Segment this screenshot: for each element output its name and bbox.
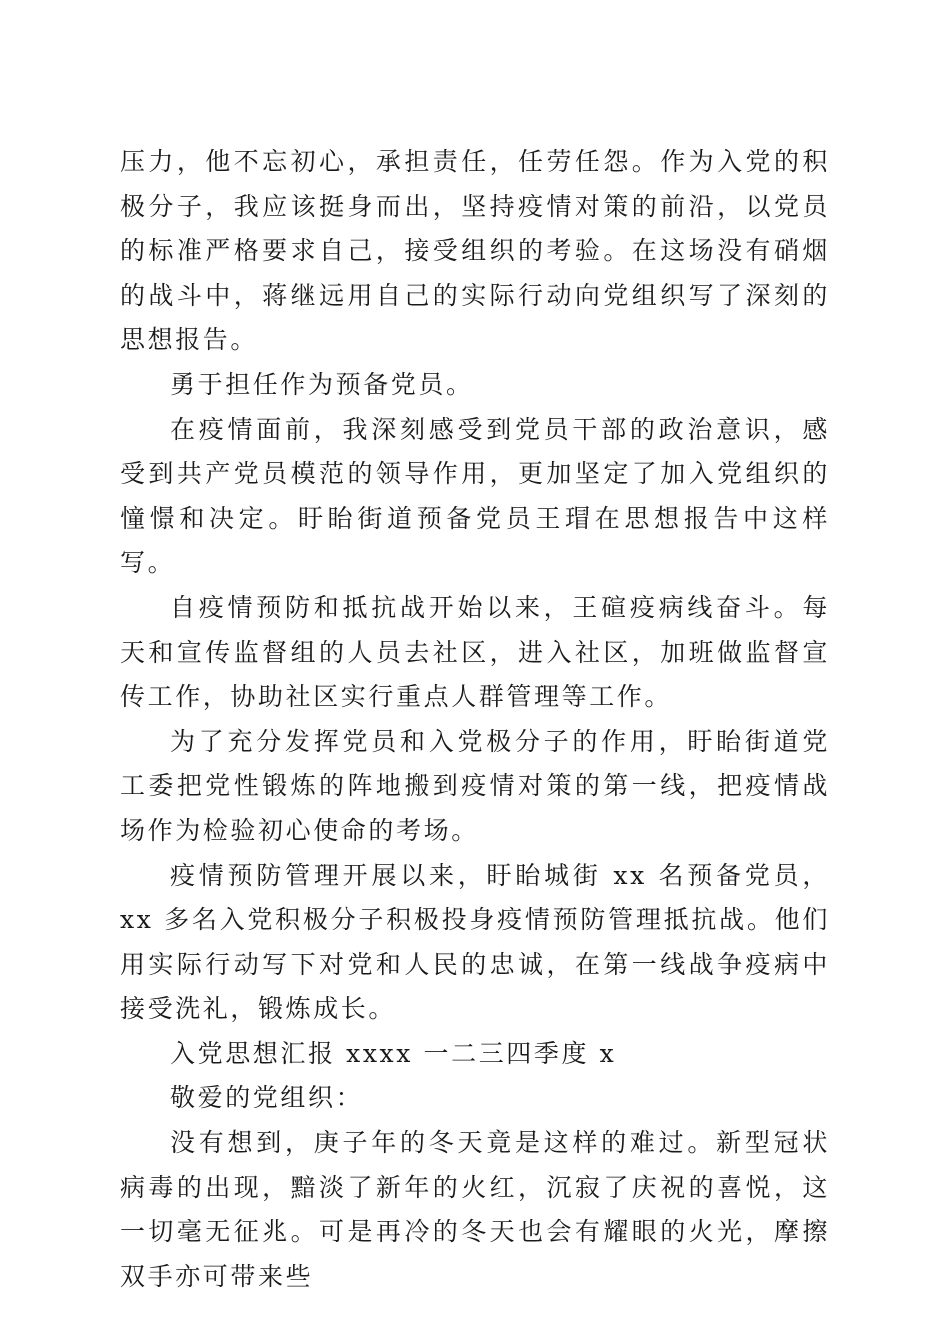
document-body [120, 140, 830, 1299]
paragraph: 勇于担任作为预备党员。 [170, 369, 474, 399]
paragraph: 压力，他不忘初心，承担责任，任劳任怨。作为入党的积极分子，我应该挺身而出，坚持疫情对策的前沿，以党员的标准严格要求自己，接受组织的考验。在这场没有硝烟的战斗中，蒋继远用自己的实际行动向党组织写了深刻的思想报告。 [120, 147, 830, 355]
paragraph: 为了充分发挥党员和入党极分子的作用，盱眙街道党工委把党性锻炼的阵地搬到疫情对策的第一线，把疫情战场作为检验初心使命的考场。 [120, 726, 830, 845]
paragraph: 没有想到，庚子年的冬天竟是这样的难过。新型冠状病毒的出现，黯淡了新年的火红，沉寂了庆祝的喜悦，这一切毫无征兆。可是再冷的冬天也会有耀眼的火光，摩擦双手亦可带来些 [120, 1128, 830, 1291]
salutation: 敬爱的党组织： [170, 1083, 364, 1113]
paragraph: 入党思想汇报 xxxx 一二三四季度 x [170, 1038, 617, 1068]
paragraph: 疫情预防管理开展以来，盱眙城街 xx 名预备党员，xx 多名入党积极分子积极投身疫情预防管理抵抗战。他们用实际行动写下对党和人民的忠诚，在第一线战争疫病中接受洗礼，锻炼成长。 [120, 860, 830, 1024]
paragraph: 自疫情预防和抵抗战开始以来，王碹疫病线奋斗。每天和宣传监督组的人员去社区，进入社区，加班做监督宣传工作，协助社区实行重点人群管理等工作。 [120, 592, 830, 712]
paragraph: 在疫情面前，我深刻感受到党员干部的政治意识，感受到共产党员模范的领导作用，更加坚定了加入党组织的憧憬和决定。盱眙街道预备党员王瑁在思想报告中这样写。 [120, 414, 830, 578]
